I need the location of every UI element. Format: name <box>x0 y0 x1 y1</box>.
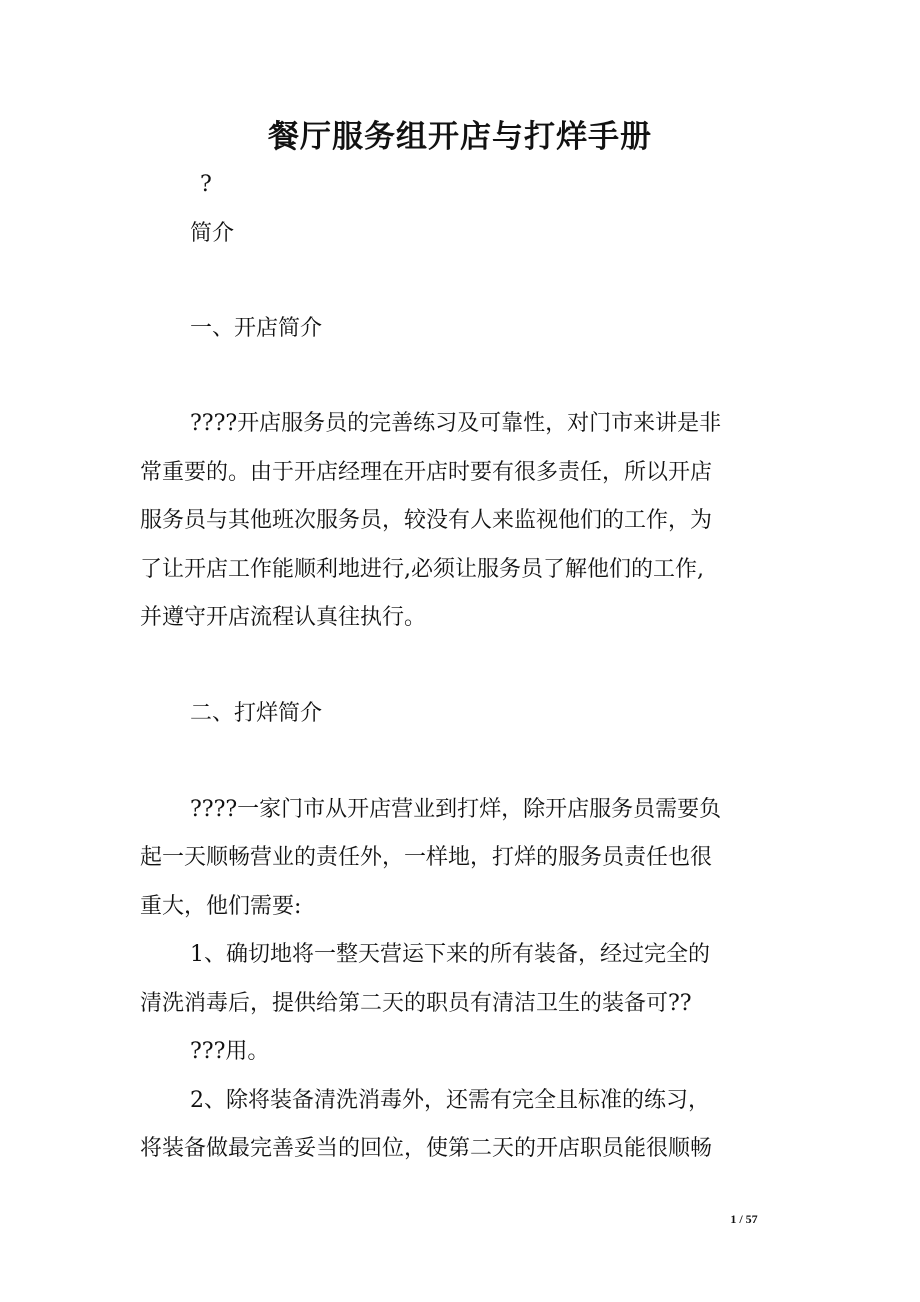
paragraph-line: 服务员与其他班次服务员，较没有人来监视他们的工作，为 <box>140 508 713 533</box>
paragraph-line: 1、确切地将一整天营运下来的所有装备，经过完全的 <box>190 942 710 967</box>
paragraph-line: 了让开店工作能顺利地进行,必须让服务员了解他们的工作, <box>140 557 704 582</box>
paragraph-line: 起一天顺畅营业的责任外，一样地，打烊的服务员责任也很 <box>140 845 713 870</box>
paragraph-line: ????开店服务员的完善练习及可靠性，对门市来讲是非 <box>190 411 722 436</box>
intro-heading: 简介 <box>190 221 235 246</box>
paragraph-line: 重大，他们需要: <box>140 894 302 919</box>
paragraph-line: 并遵守开店流程认真往执行。 <box>140 605 427 630</box>
paragraph-line: 清洗消毒后，提供给第二天的职员有清洁卫生的装备可?? <box>140 991 692 1016</box>
section1-heading: 一、开店简介 <box>190 316 323 341</box>
paragraph-line: 2、除将装备清洗消毒外，还需有完全且标准的练习， <box>190 1088 710 1113</box>
question-mark-line: ? <box>200 172 212 197</box>
page-number: 1 / 57 <box>730 1212 758 1226</box>
paragraph-line: ????一家门市从开店营业到打烊，除开店服务员需要负 <box>190 797 722 822</box>
paragraph-line: 将装备做最完善妥当的回位，使第二天的开店职员能很顺畅 <box>140 1136 713 1161</box>
paragraph-line: ???用。 <box>190 1039 270 1064</box>
document-title: 餐厅服务组开店与打烊手册 <box>268 119 652 155</box>
section2-heading: 二、打烊简介 <box>190 701 323 726</box>
paragraph-line: 常重要的。由于开店经理在开店时要有很多责任，所以开店 <box>140 460 713 485</box>
